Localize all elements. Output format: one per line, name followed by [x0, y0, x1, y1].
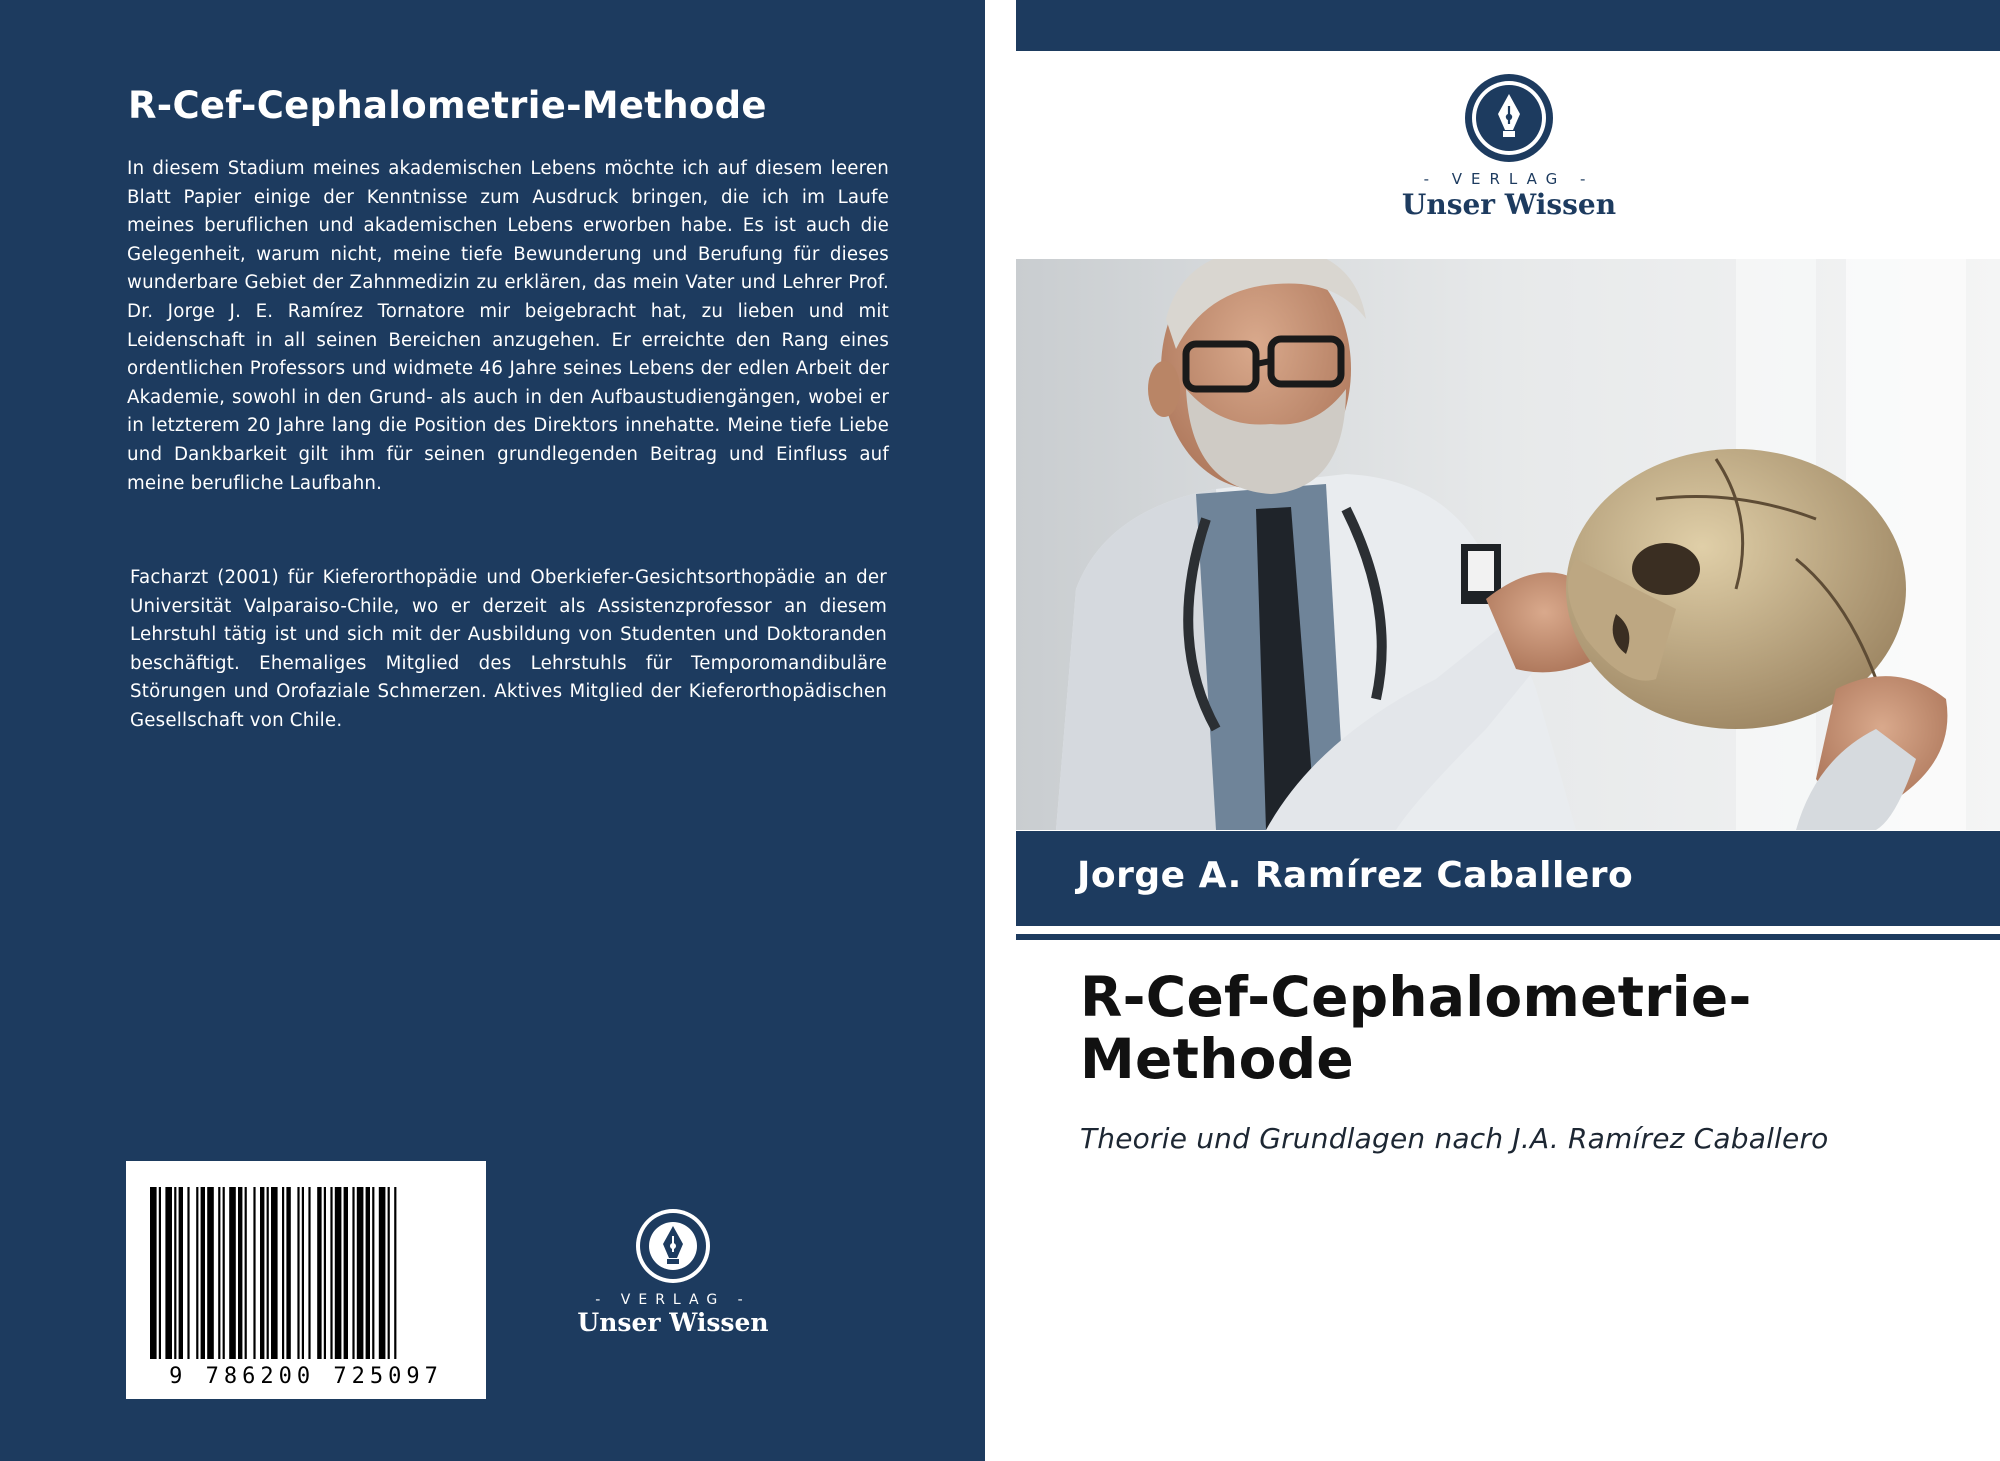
barcode-bar: [297, 1187, 299, 1359]
fountain-pen-nib-icon: [633, 1206, 713, 1286]
barcode-bar: [207, 1187, 214, 1359]
front-top-bar: [1016, 0, 2000, 51]
front-publisher-logo: [1374, 72, 1644, 222]
barcode-bar: [150, 1187, 157, 1359]
barcode-bar: [218, 1187, 220, 1359]
barcode-bar: [271, 1187, 278, 1359]
barcode-bar: [324, 1187, 326, 1359]
back-cover: [0, 0, 985, 1461]
barcode-number: 9 786200 725097: [169, 1364, 443, 1389]
barcode-bar: [159, 1187, 161, 1359]
barcode-bar: [196, 1187, 198, 1359]
barcode-bar: [238, 1187, 242, 1359]
cover-photo-doctor-with-skull: [1016, 259, 2000, 830]
author-bar: [1016, 831, 2000, 926]
barcode-bar: [223, 1187, 225, 1359]
barcode-bar: [245, 1187, 247, 1359]
barcode-bar: [201, 1187, 205, 1359]
barcode-bar: [352, 1187, 354, 1359]
front-cover: [1016, 0, 2000, 1461]
fountain-pen-nib-icon: [1463, 72, 1555, 164]
barcode-bar: [308, 1187, 310, 1359]
book-title: R-Cef-Cephalometrie- Methode: [1080, 965, 1752, 1091]
book-subtitle: Theorie und Grundlagen nach J.A. Ramírez Caballero: [1080, 1122, 1829, 1155]
barcode-bar: [229, 1187, 236, 1359]
barcode-bar: [187, 1187, 189, 1359]
barcode-bar: [366, 1187, 370, 1359]
barcode-graphic: [126, 1161, 486, 1399]
publisher-name: Unser Wissen: [577, 1308, 769, 1337]
spine-gap: [985, 0, 1016, 1461]
barcode-bar: [253, 1187, 255, 1359]
barcode-bar: [379, 1187, 386, 1359]
author-name: Jorge A. Ramírez Caballero: [1077, 855, 1634, 896]
barcode-bar: [260, 1187, 264, 1359]
barcode-bar: [388, 1187, 390, 1359]
barcode-bar: [344, 1187, 348, 1359]
barcode-bar: [174, 1187, 176, 1359]
back-publisher-logo: [570, 1206, 776, 1352]
barcode-bar: [330, 1187, 332, 1359]
barcode-bar: [282, 1187, 284, 1359]
barcode-bar: [357, 1187, 364, 1359]
isbn-barcode: [126, 1161, 486, 1399]
barcode-bar: [317, 1187, 321, 1359]
back-cover-blurb: In diesem Stadium meines akademischen Lebens möchte ich auf diesem leeren Blatt Papier einige der Kenntnisse zum Ausdruck bringen, die ich im Laufe meines beruflichen und akademischen Lebens erworben habe. Es ist auch die Gelegenheit, warum nicht, meine tiefe Bewunderung und Berufung für dieses wunderbare Gebiet der Zahnmedizin zu erklären, das mein Vater und Lehrer Prof. Dr. Jorge J. E. Ramírez Tornatore mir beigebracht hat, zu lieben und mit Leidenschaft in all seinen Bereichen anzugehen. Er erreichte den Rang eines ordentlichen Professors und widmete 46 Jahre seines Lebens der edlen Arbeit der Akademie, sowohl in den Grund- als auch in den Aufbaustudiengängen, wobei er in letzterem 20 Jahre lang die Position des Direktors innehatte. Meine tiefe Liebe und Dankbarkeit gilt ihm für seinen grundlegenden Beitrag und Einfluss auf meine berufliche Laufbahn.: [127, 158, 889, 494]
publisher-name: Unser Wissen: [1401, 188, 1617, 221]
barcode-bar: [165, 1187, 172, 1359]
barcode-bar: [179, 1187, 183, 1359]
barcode-bar: [372, 1187, 374, 1359]
author-bio: Facharzt (2001) für Kieferorthopädie und Oberkiefer-Gesichtsorthopädie an der Universität Valparaiso-Chile, wo er derzeit als Assistenzprofessor an diesem Lehrstuhl tätig ist und sich mit der Ausbildung von Studenten und Doktoranden beschäftigt. Ehemaliges Mitglied des Lehrstuhls für Temporomandibuläre Störungen und Orofaziale Schmerzen. Aktives Mitglied der Kieferorthopädischen Gesellschaft von Chile.: [130, 567, 887, 731]
divider-rule: [1016, 934, 2000, 940]
barcode-bar: [394, 1187, 396, 1359]
back-cover-title: R-Cef-Cephalometrie-Methode: [128, 84, 767, 127]
barcode-bar: [335, 1187, 342, 1359]
barcode-bar: [302, 1187, 304, 1359]
publisher-verlag-label: - VERLAG -: [595, 1292, 751, 1308]
barcode-bar: [286, 1187, 290, 1359]
doctor-skull-illustration: [1016, 259, 2000, 830]
barcode-bar: [267, 1187, 269, 1359]
publisher-verlag-label: - VERLAG -: [1423, 170, 1595, 188]
